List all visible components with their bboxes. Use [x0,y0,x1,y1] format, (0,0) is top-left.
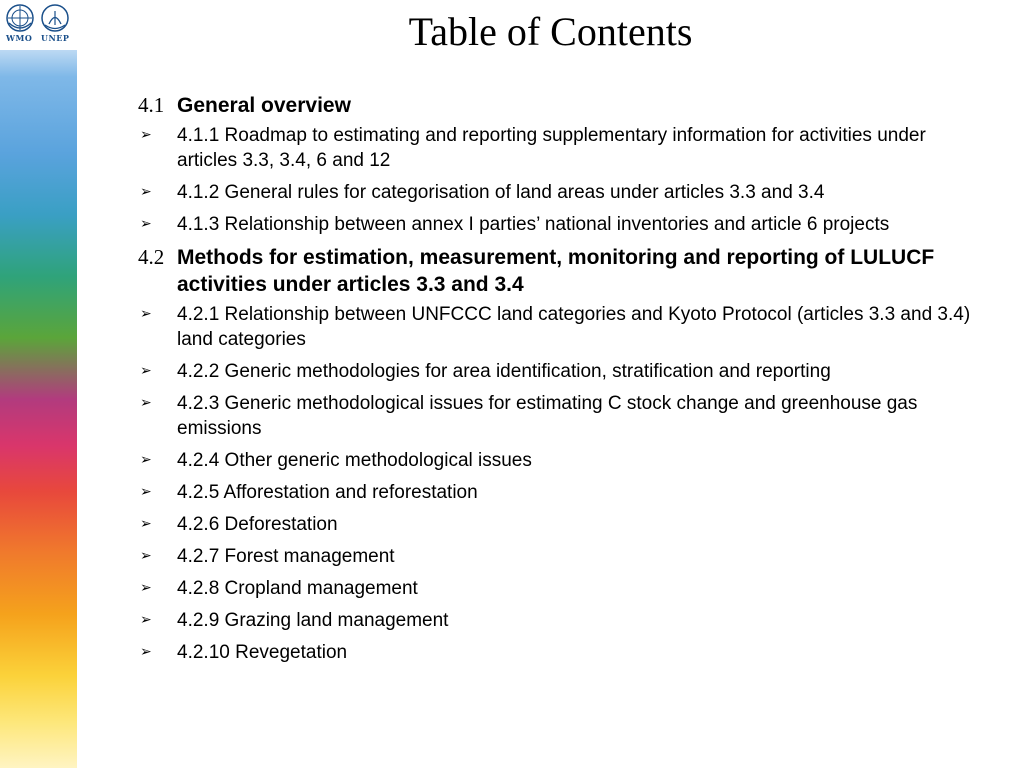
list-item [138,123,978,173]
arrow-bullet-icon: ➢ [140,216,152,232]
list-item-text: 4.1.1 Roadmap to estimating and reporting supplementary information for activities under articles 3.3, 3.4, 6 and 12 [177,125,926,171]
list-item [138,448,978,473]
list-item-text: 4.2.10 Revegetation [177,642,348,663]
arrow-bullet-icon: ➢ [140,306,152,322]
list-item [138,576,978,601]
list-item-text: 4.2.7 Forest management [177,546,395,567]
list-item-text: 4.2.6 Deforestation [177,514,338,535]
list-item [138,180,978,205]
arrow-bullet-icon: ➢ [140,363,152,379]
arrow-bullet-icon: ➢ [140,452,152,468]
section-title: Methods for estimation, measurement, monitoring and reporting of LULUCF activities under articles 3.3 and 3.4 [177,246,935,296]
list-item-text: 4.2.5 Afforestation and reforestation [177,482,478,503]
arrow-bullet-icon: ➢ [140,612,152,628]
unep-logo-icon [40,3,70,33]
list-item [138,608,978,633]
page-title: Table of Contents [408,9,693,54]
list-item-text: 4.1.2 General rules for categorisation of land areas under articles 3.3 and 3.4 [177,182,825,203]
decorative-side-bar [0,0,77,768]
section-heading [138,244,978,298]
section-title: General overview [177,94,351,117]
arrow-bullet-icon: ➢ [140,127,152,143]
list-item [138,480,978,505]
arrow-bullet-icon: ➢ [140,395,152,411]
list-item-text: 4.2.8 Cropland management [177,578,418,599]
list-item-text: 4.2.2 Generic methodologies for area identification, stratification and reporting [177,361,831,382]
unep-label: UNEP [41,33,70,43]
list-item [138,640,978,665]
list-item-text: 4.2.4 Other generic methodological issues [177,450,532,471]
section-number: 4.1 [138,93,165,117]
list-item [138,512,978,537]
arrow-bullet-icon: ➢ [140,484,152,500]
section-heading [138,92,978,119]
list-item-text: 4.2.9 Grazing land management [177,610,449,631]
list-item-text: 4.2.1 Relationship between UNFCCC land categories and Kyoto Protocol (articles 3.3 and 3.4) land categories [177,304,971,350]
wmo-label: WMO [6,33,33,43]
list-item [138,302,978,352]
arrow-bullet-icon: ➢ [140,644,152,660]
arrow-bullet-icon: ➢ [140,580,152,596]
list-item [138,359,978,384]
list-item [138,212,978,237]
list-item [138,544,978,569]
table-of-contents [138,92,978,672]
list-item [138,391,978,441]
arrow-bullet-icon: ➢ [140,516,152,532]
arrow-bullet-icon: ➢ [140,548,152,564]
logo-area [0,0,77,50]
list-item-text: 4.2.3 Generic methodological issues for estimating C stock change and greenhouse gas emissions [177,393,918,439]
wmo-logo-icon [5,3,35,33]
section-number: 4.2 [138,245,165,269]
list-item-text: 4.1.3 Relationship between annex I parties’ national inventories and article 6 projects [177,214,890,235]
arrow-bullet-icon: ➢ [140,184,152,200]
